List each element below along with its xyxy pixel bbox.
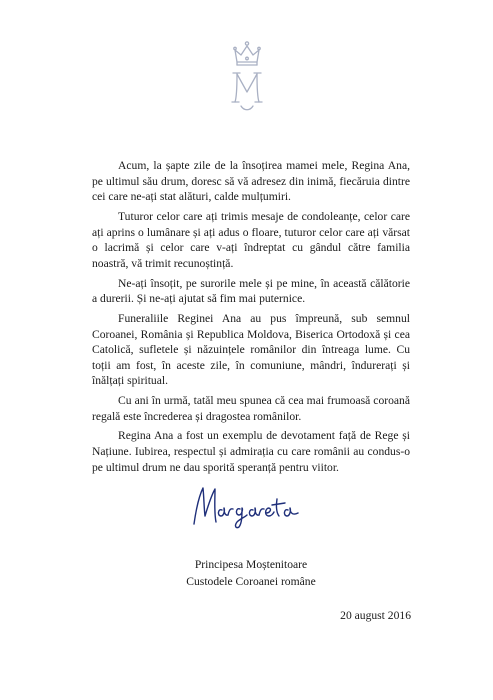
paragraph-3: Ne-ați însoțit, pe surorile mele și pe mine, în această călătorie a durerii. Și ne-ați ajutat să fim mai puternice.	[92, 276, 410, 306]
letter-body	[92, 158, 410, 479]
paragraph-1: Acum, la șapte zile de la însoțirea mamei mele, Regina Ana, pe ultimul său drum, doresc să vă adresez din inimă, fiecăruia dintre cei care ne-ați stat alături, calde mulțumiri.	[92, 159, 410, 204]
signatory-role: Custodele Coroanei române	[186, 575, 316, 588]
letter-date: 20 august 2016	[340, 609, 411, 622]
signatory-title: Principesa Moștenitoare	[194, 558, 308, 571]
royal-monogram-icon	[224, 40, 270, 116]
paragraph-2: Tuturor celor care ați trimis mesaje de condoleanțe, celor care ați aprins o lumânare și ați adus o floare, tuturor celor care ați vărsat o lacrimă și celor care v-ați îndreptat cu gândul către familia noastră, vă trimit recunoștință.	[92, 209, 410, 270]
paragraph-5: Cu ani în urmă, tatăl meu spunea că cea mai frumoasă coroană regală este încrederea și dragostea românilor.	[92, 394, 410, 423]
signature-block	[150, 556, 352, 590]
handwritten-signature	[190, 480, 302, 530]
paragraph-6: Regina Ana a fost un exemplu de devotament față de Rege și Națiune. Iubirea, respectul și admirația cu care românii au condus-o pe ultimul drum ne dau sporită speranță pentru viitor.	[92, 429, 410, 474]
paragraph-4: Funeraliile Reginei Ana au pus împreună, sub semnul Coroanei, România și Republica Moldova, Biserica Ortodoxă și cea Catolică, sufletele și năzuințele românilor din întreaga lume. Cu toții am fost, în aceste zile, în comuniune, mândri, îndurerați și înălțați spiritual.	[92, 311, 410, 388]
